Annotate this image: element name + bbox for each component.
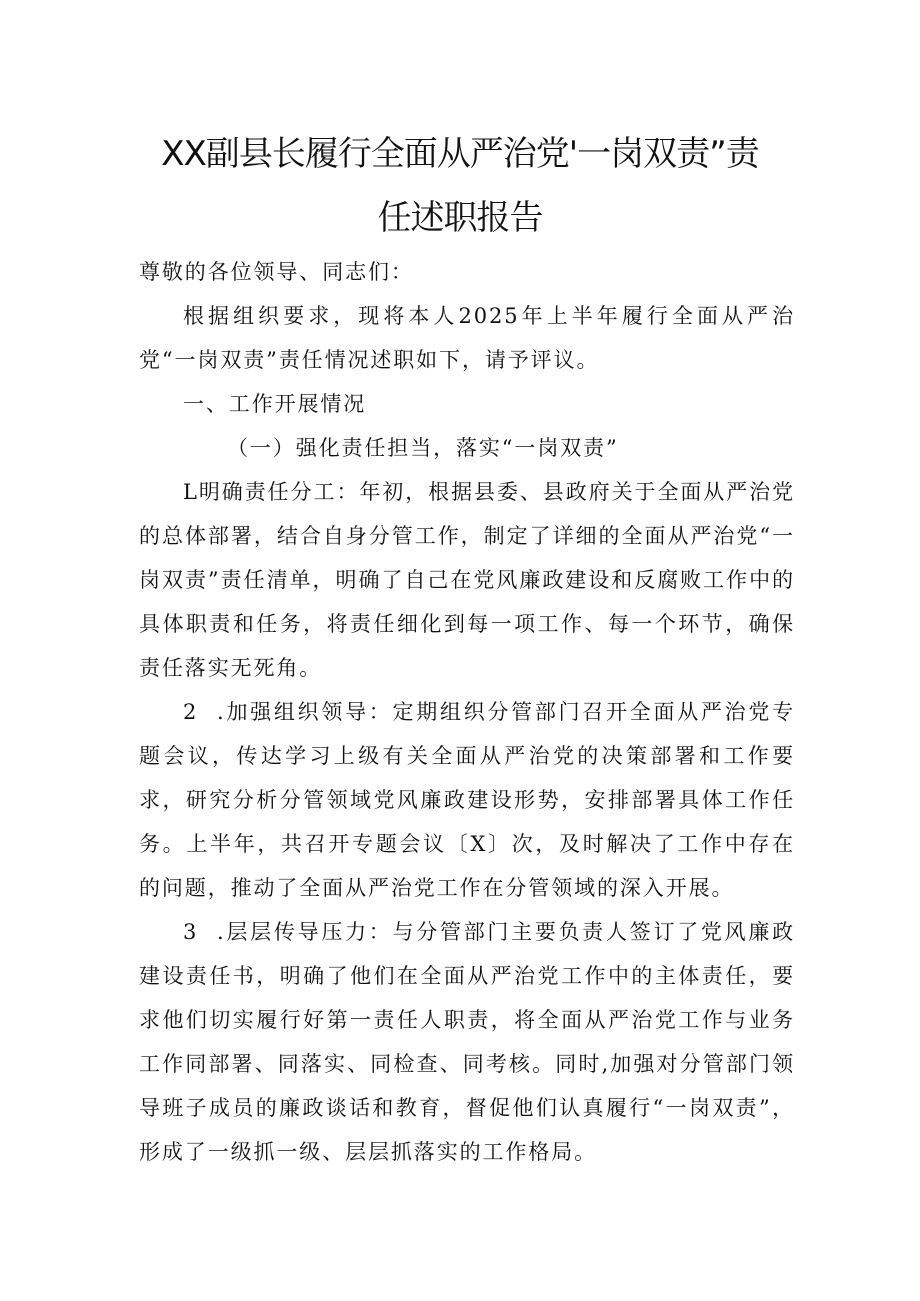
- document-title-line-1: XX副县长履行全面从严治党'一岗双责”责: [161, 134, 759, 174]
- paragraph-3-text: 3 .层层传导压力：与分管部门主要负责人签订了党风廉政建设责任书，明确了他们在全面从严治党工作中的主体责任，要求他们切实履行好第一责任人职责，将全面从严治党工作与业务工作同部署、同落实、同检查、同考核。同时,加强对分管部门领导班子成员的廉政谈话和教育，督促他们认真履行“一岗双责”，形成了一级抓一级、层层抓落实的工作格局。: [139, 920, 795, 1164]
- paragraph-1-text: L明确责任分工：年初，根据县委、县政府关于全面从严治党的总体部署，结合自身分管工作，制定了详细的全面从严治党“一岗双责”责任清单，明确了自己在党风廉政建设和反腐败工作中的具体职责和任务，将责任细化到每一项工作、每一个环节，确保责任落实无死角。: [139, 480, 795, 680]
- document-title-line-2: 任述职报告: [377, 198, 543, 238]
- intro-paragraph: [139, 294, 795, 382]
- section-heading: [139, 382, 795, 426]
- subsection-heading: [139, 426, 795, 470]
- paragraph-3: [139, 910, 795, 1174]
- paragraph-2-text: 2 .加强组织领导：定期组织分管部门召开全面从严治党专题会议，传达学习上级有关全面从严治党的决策部署和工作要求，研究分析分管领域党风廉政建设形势，安排部署具体工作任务。上半年，共召开专题会议〔X〕次，及时解决了工作中存在的问题，推动了全面从严治党工作在分管领域的深入开展。: [139, 700, 795, 900]
- paragraph-2: [139, 690, 795, 910]
- intro-text: 根据组织要求，现将本人2025年上半年履行全面从严治党“一岗双责”责任情况述职如下，请予评议。: [139, 304, 795, 372]
- section1-heading: 一、工作开展情况: [183, 392, 367, 416]
- salutation: 尊敬的各位领导、同志们：: [139, 260, 414, 284]
- paragraph-1: [139, 470, 795, 690]
- subsection1-heading: （一）强化责任担当，落实“一岗双责”: [227, 436, 619, 460]
